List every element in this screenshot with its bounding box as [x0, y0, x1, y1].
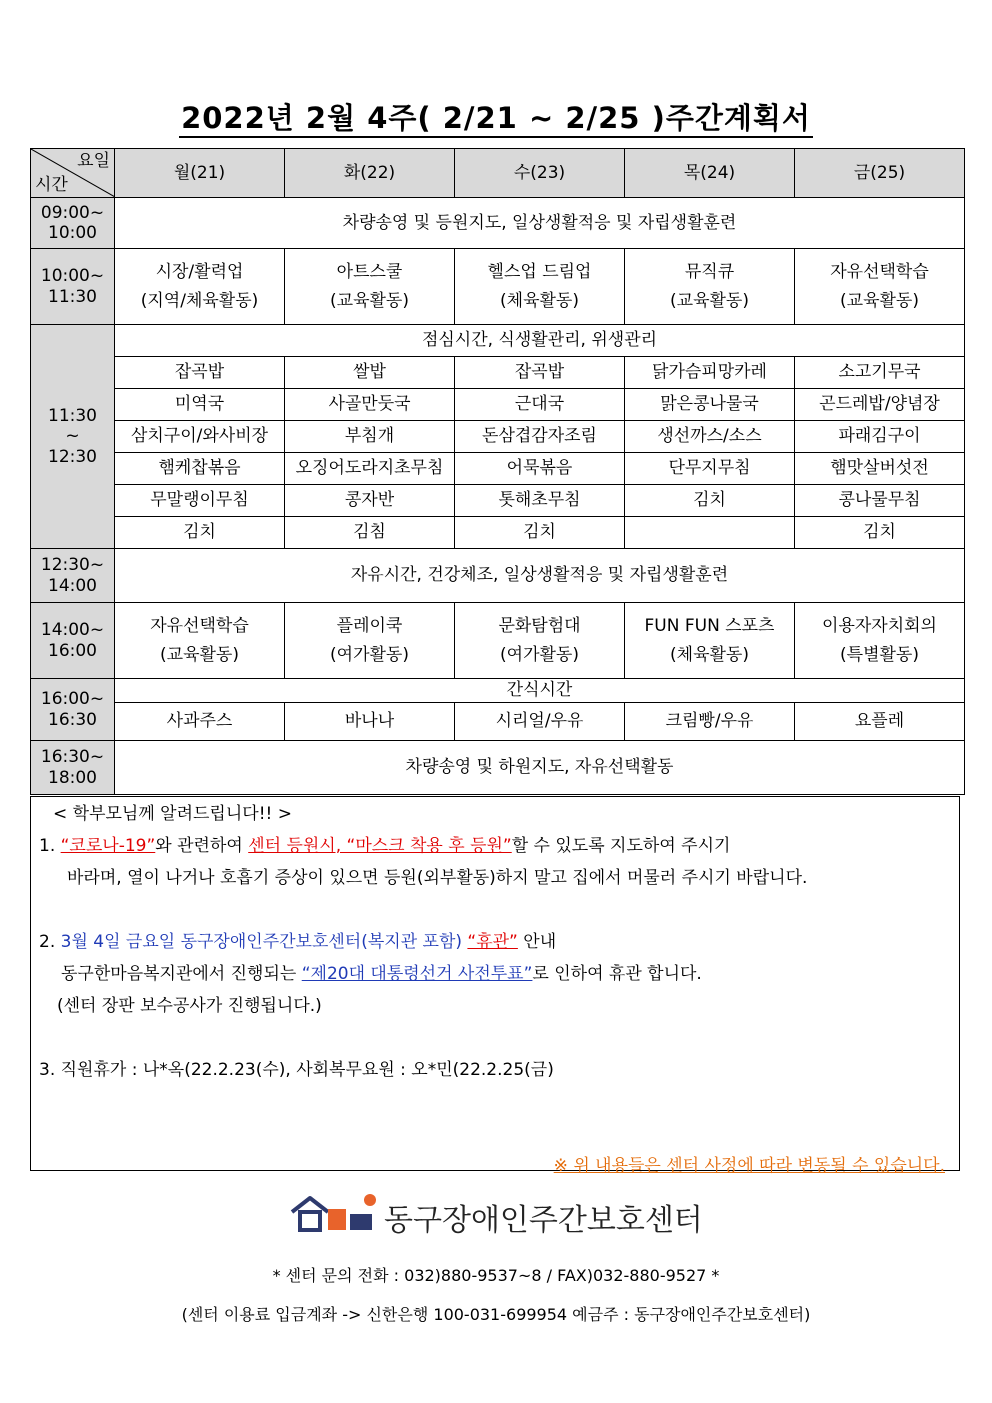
- activity-cell: FUN FUN 스포츠 (체육활동): [625, 603, 795, 679]
- center-name: 동구장애인주간보호센터: [384, 1203, 703, 1238]
- center-logo-icon: [290, 1192, 382, 1236]
- menu-row: [31, 357, 965, 389]
- menu-item: 오징어도라지초무침: [285, 453, 455, 485]
- page-title: 2022년 2월 4주( 2/21 ~ 2/25 )주간계획서: [0, 96, 992, 137]
- notice-item-1-line2: 바라며, 열이 나거나 호흡기 증상이 있으면 등원(외부활동)하지 말고 집에서 머물러 주시기 바랍니다.: [67, 868, 808, 888]
- parent-notice-box: [30, 796, 960, 1176]
- notice-item-2-line3: (센터 장판 보수공사가 진행됩니다.): [57, 996, 322, 1016]
- snack-item: 바나나: [285, 703, 455, 741]
- snack-row: [31, 703, 965, 741]
- menu-row: [31, 453, 965, 485]
- menu-item: 김치: [795, 517, 965, 549]
- activity-cell: 자유선택학습 (교육활동): [795, 249, 965, 325]
- menu-item: 잡곡밥: [455, 357, 625, 389]
- menu-row: [31, 389, 965, 421]
- activity-wide: 차량송영 및 등원지도, 일상생활적응 및 자립생활훈련: [115, 198, 965, 249]
- menu-item: 무말랭이무침: [115, 485, 285, 517]
- row-1000: [31, 249, 965, 325]
- corner-day-label: 요일: [77, 151, 110, 171]
- menu-item: 김치: [455, 517, 625, 549]
- menu-item: 소고기무국: [795, 357, 965, 389]
- menu-item: 곤드레밥/양념장: [795, 389, 965, 421]
- notice-disclaimer: ※ 위 내용들은 센터 사정에 따라 변동될 수 있습니다.: [553, 1156, 945, 1176]
- row-1630: [31, 741, 965, 795]
- time-cell: 09:00~ 10:00: [31, 198, 115, 249]
- notice-item-3: 3. 직원휴가 : 나*옥(22.2.23(수), 사회복무요원 : 오*민(22.2.25(금): [39, 1060, 554, 1080]
- activity-cell: 시장/활력업 (지역/체육활동): [115, 249, 285, 325]
- row-0900: [31, 198, 965, 249]
- day-header-tue: 화(22): [285, 149, 455, 198]
- contact-line: * 센터 문의 전화 : 032)880-9537~8 / FAX)032-880-9527 *: [272, 1266, 720, 1285]
- menu-item: 햄케찹볶음: [115, 453, 285, 485]
- activity-cell: 자유선택학습 (교육활동): [115, 603, 285, 679]
- menu-item: 단무지무침: [625, 453, 795, 485]
- row-1230: [31, 549, 965, 603]
- activity-cell: 뮤직큐 (교육활동): [625, 249, 795, 325]
- activity-cell: 아트스쿨 (교육활동): [285, 249, 455, 325]
- menu-item: 미역국: [115, 389, 285, 421]
- menu-item: 콩나물무침: [795, 485, 965, 517]
- day-header-thu: 목(24): [625, 149, 795, 198]
- menu-item: 부침개: [285, 421, 455, 453]
- menu-item: 돈삼겹감자조림: [455, 421, 625, 453]
- corner-time-label: 시간: [35, 174, 68, 195]
- time-cell: 16:00~ 16:30: [31, 679, 115, 741]
- time-cell: 14:00~ 16:00: [31, 603, 115, 679]
- account-line: (센터 이용료 입금계좌 -> 신한은행 100-031-699954 예금주 : 동구장애인주간보호센터): [181, 1305, 811, 1324]
- menu-item: 콩자반: [285, 485, 455, 517]
- activity-wide: 자유시간, 건강체조, 일상생활적응 및 자립생활훈련: [115, 549, 965, 603]
- time-cell: 12:30~ 14:00: [31, 549, 115, 603]
- snack-item: 시리얼/우유: [455, 703, 625, 741]
- activity-cell: 문화탐험대 (여가활동): [455, 603, 625, 679]
- notice-item-1: 1. “코로나-19”와 관련하여 센터 등원시, “마스크 착용 후 등원”할 수 있도록 지도하여 주시기: [39, 836, 731, 856]
- menu-row: [31, 485, 965, 517]
- menu-item: 잡곡밥: [115, 357, 285, 389]
- notice-heading: < 학부모님께 알려드립니다!! >: [53, 804, 292, 824]
- header-row: [31, 149, 965, 198]
- activity-cell: 이용자자치회의 (특별활동): [795, 603, 965, 679]
- menu-row: [31, 421, 965, 453]
- menu-item: 근대국: [455, 389, 625, 421]
- weekly-schedule-table: [30, 148, 965, 795]
- activity-cell: 플레이쿡 (여가활동): [285, 603, 455, 679]
- time-cell: 11:30 ~ 12:30: [31, 325, 115, 549]
- snack-item: 크림빵/우유: [625, 703, 795, 741]
- menu-item: 파래김구이: [795, 421, 965, 453]
- menu-item: 사골만둣국: [285, 389, 455, 421]
- menu-item: 햄맛살버섯전: [795, 453, 965, 485]
- menu-item: 톳해초무침: [455, 485, 625, 517]
- menu-item: 어묵볶음: [455, 453, 625, 485]
- lunch-header-row: [31, 325, 965, 357]
- menu-row: [31, 517, 965, 549]
- day-header-fri: 금(25): [795, 149, 965, 198]
- menu-item: 닭가슴피망카레: [625, 357, 795, 389]
- menu-item: 김치: [625, 485, 795, 517]
- menu-item: [625, 517, 795, 549]
- day-header-mon: 월(21): [115, 149, 285, 198]
- snack-item: 요플레: [795, 703, 965, 741]
- notice-item-2: 2. 3월 4일 금요일 동구장애인주간보호센터(복지관 포함) “휴관” 안내: [39, 932, 557, 952]
- notice-item-2-line2: 동구한마음복지관에서 진행되는 “제20대 대통령선거 사전투표”로 인하여 휴관 합니다.: [61, 964, 702, 984]
- row-1400: [31, 603, 965, 679]
- snack-item: 사과주스: [115, 703, 285, 741]
- time-cell: 16:30~ 18:00: [31, 741, 115, 795]
- menu-item: 김치: [115, 517, 285, 549]
- snack-header: 간식시간: [115, 679, 965, 703]
- menu-item: 맑은콩나물국: [625, 389, 795, 421]
- lunch-header: 점심시간, 식생활관리, 위생관리: [115, 325, 965, 357]
- snack-header-row: [31, 679, 965, 703]
- menu-item: 삼치구이/와사비장: [115, 421, 285, 453]
- day-header-wed: 수(23): [455, 149, 625, 198]
- corner-cell: [31, 149, 115, 198]
- menu-item: 생선까스/소스: [625, 421, 795, 453]
- menu-item: 김침: [285, 517, 455, 549]
- activity-cell: 헬스업 드림업 (체육활동): [455, 249, 625, 325]
- activity-wide: 차량송영 및 하원지도, 자유선택활동: [115, 741, 965, 795]
- menu-item: 쌀밥: [285, 357, 455, 389]
- time-cell: 10:00~ 11:30: [31, 249, 115, 325]
